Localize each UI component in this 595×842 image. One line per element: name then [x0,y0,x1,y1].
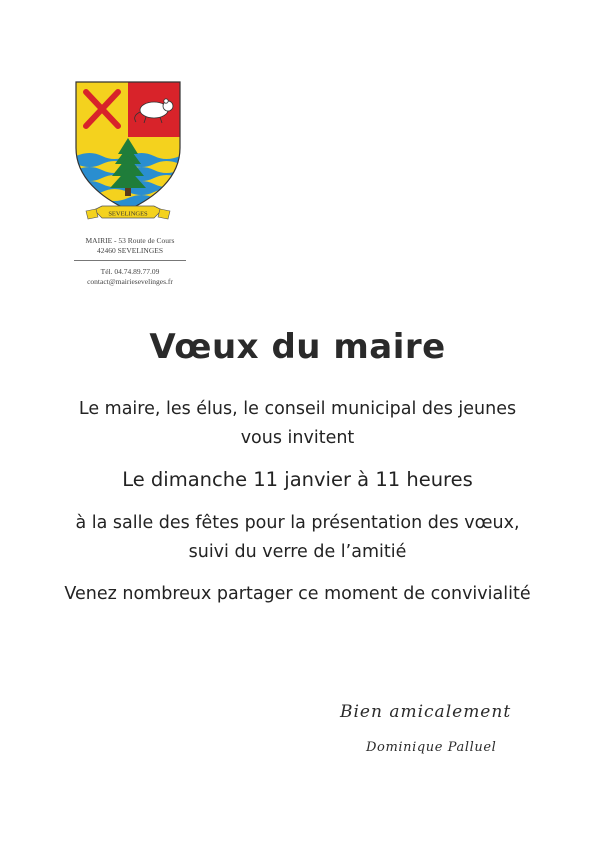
closing-greeting: Bien amicalement [340,702,512,722]
event-date: Le dimanche 11 janvier à 11 heures [122,468,473,491]
letterhead-email: contact@mairiesevelinges.fr [87,277,173,286]
invitation-text: Le maire, les élus, le conseil municipal des jeunes vous invitent [78,399,517,448]
closing-invitation: Venez nombreux partager ce moment de convivialité [64,584,531,604]
coat-of-arms-logo [72,78,184,226]
letterhead-city: 42460 SEVELINGES [96,246,164,255]
page-title: Vœux du maire [149,327,446,367]
crest-banner-text: SEVELINGES [108,210,148,218]
signature: Dominique Palluel [366,740,497,755]
letterhead-phone: Tél. 04.74.89.77.09 [100,267,160,276]
event-location: à la salle des fêtes pour la présentation des vœux, suivi du verre de l’amitié [75,513,520,562]
letterhead-address: MAIRIE - 53 Route de Cours [85,236,175,245]
letterhead [60,236,200,287]
letterhead-divider [74,260,186,261]
